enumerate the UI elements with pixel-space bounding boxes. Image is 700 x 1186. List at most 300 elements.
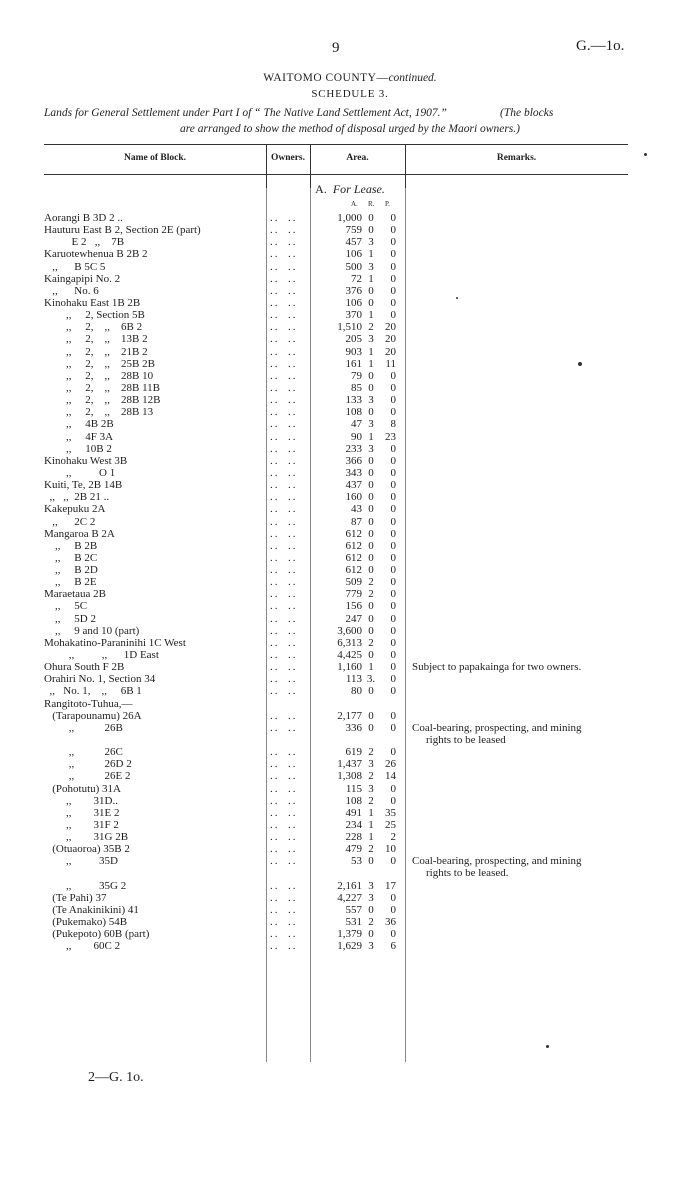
block-name: ,, 4B 2B: [44, 418, 114, 431]
table-row: [0, 892, 700, 904]
leader-dots: ..: [270, 212, 280, 224]
print-speck: [578, 362, 582, 366]
block-name: (Te Pahi) 37: [44, 891, 107, 904]
block-name: ,, 31E 2: [44, 806, 120, 819]
block-name: (Otuaoroa) 35B 2: [44, 843, 130, 856]
owners-leader-dots: ..: [288, 721, 298, 734]
block-name: ,, 26E 2: [44, 770, 131, 783]
area-acres: 160: [345, 491, 362, 504]
area-roods: 3.: [366, 673, 376, 686]
block-name: ,, 31G 2B: [44, 831, 129, 844]
leader-dots: ..: [270, 831, 280, 844]
table-row: [0, 273, 700, 285]
owners-leader-dots: ..: [288, 855, 298, 868]
area-acres: 161: [345, 357, 362, 370]
block-name: ,, ,, 1D East: [44, 649, 159, 662]
owners-leader-dots: ..: [288, 758, 298, 771]
table-row: [0, 698, 700, 710]
owners-leader-dots: ..: [288, 636, 298, 649]
leader-dots: ..: [270, 843, 280, 856]
area-acres: 2,177: [337, 709, 362, 722]
area-roods: 0: [368, 369, 374, 382]
area-perches: 0: [390, 564, 396, 577]
area-acres: 53: [351, 855, 362, 868]
section-label: For Lease.: [332, 182, 385, 196]
section-heading: [0, 182, 700, 197]
table-row: [0, 394, 700, 406]
leader-dots: ..: [270, 224, 280, 237]
area-roods: 0: [368, 709, 374, 722]
area-perches: 0: [390, 515, 396, 528]
block-name: E 2 ,, 7B: [44, 236, 125, 249]
area-perches: 0: [390, 309, 396, 322]
county-title-main: WAITOMO COUNTY—: [263, 72, 389, 84]
block-name: (Pukepoto) 60B (part): [44, 928, 150, 941]
owners-leader-dots: ..: [288, 430, 298, 443]
block-name: Kinohaku West 3B: [44, 454, 128, 467]
owners-leader-dots: ..: [288, 588, 298, 601]
owners-leader-dots: ..: [288, 709, 298, 722]
leader-dots: ..: [270, 333, 280, 346]
area-perches: 0: [390, 794, 396, 807]
caption-block-note: (The blocks: [500, 107, 554, 119]
area-roods: 3: [368, 418, 374, 431]
leader-dots: ..: [270, 770, 280, 783]
area-roods: 1: [368, 345, 374, 358]
table-row: [0, 261, 700, 273]
table-header-rule: [44, 174, 628, 175]
table-row: [0, 455, 700, 467]
county-title-continued: continued.: [388, 72, 437, 84]
owners-leader-dots: ..: [288, 394, 298, 407]
table-row: [0, 868, 700, 880]
owners-leader-dots: ..: [288, 212, 298, 224]
block-name: ,, 2, Section 5B: [44, 309, 145, 322]
leader-dots: ..: [270, 272, 280, 285]
block-name: ,, B 2D: [44, 564, 98, 577]
table-row: [0, 309, 700, 321]
table-row: [0, 588, 700, 600]
area-roods: 0: [368, 479, 374, 492]
block-name: ,, 26C: [44, 746, 123, 759]
area-perches: 26: [385, 758, 396, 771]
table-row: [0, 734, 700, 746]
block-name: Orahiri No. 1, Section 34: [44, 673, 156, 686]
print-speck: [546, 1045, 549, 1048]
area-acres: 612: [345, 551, 362, 564]
owners-leader-dots: ..: [288, 685, 298, 698]
leader-dots: ..: [270, 806, 280, 819]
owners-leader-dots: ..: [288, 746, 298, 759]
block-name: ,, B 2C: [44, 551, 98, 564]
area-acres: 457: [345, 236, 362, 249]
block-name: ,, 31D..: [44, 794, 118, 807]
print-speck: [644, 153, 647, 156]
leader-dots: ..: [270, 430, 280, 443]
owners-leader-dots: ..: [288, 260, 298, 273]
block-name: ,, 5C: [44, 600, 88, 613]
area-roods: 1: [368, 272, 374, 285]
owners-leader-dots: ..: [288, 843, 298, 856]
owners-leader-dots: ..: [288, 321, 298, 334]
leader-dots: ..: [270, 503, 280, 516]
leader-dots: ..: [270, 479, 280, 492]
block-name: ,, 2, ,, 21B 2: [44, 345, 148, 358]
block-name: Kuiti, Te, 2B 14B: [44, 479, 123, 492]
leader-dots: ..: [270, 721, 280, 734]
area-perches: 0: [390, 903, 396, 916]
table-row: [0, 843, 700, 855]
area-perches: 0: [390, 406, 396, 419]
table-row: [0, 248, 700, 260]
owners-leader-dots: ..: [288, 272, 298, 285]
area-acres: 87: [351, 515, 362, 528]
owners-leader-dots: ..: [288, 782, 298, 795]
column-header-remarks: Remarks.: [496, 153, 537, 163]
block-name: Rangitoto-Tuhua,—: [44, 697, 133, 710]
block-name: ,, 2, ,, 6B 2: [44, 321, 143, 334]
area-roods: 3: [368, 236, 374, 249]
area-acres: 6,313: [337, 636, 362, 649]
table-row: [0, 370, 700, 382]
block-name: (Pukemako) 54B: [44, 916, 128, 929]
area-perches: 0: [390, 685, 396, 698]
table-row: [0, 418, 700, 430]
area-roods: 2: [368, 321, 374, 334]
table-row: [0, 625, 700, 637]
area-acres: 491: [345, 806, 362, 819]
area-roods: 1: [368, 248, 374, 261]
block-name: Mohakatino-Paraninihi 1C West: [44, 636, 186, 649]
table-row: [0, 758, 700, 770]
table-row: [0, 721, 700, 746]
leader-dots: ..: [270, 491, 280, 504]
block-name: Ohura South F 2B: [44, 661, 125, 674]
table-row: [0, 685, 700, 697]
area-roods: 0: [368, 928, 374, 941]
area-roods: 0: [368, 454, 374, 467]
block-name: Kinohaku East 1B 2B: [44, 296, 141, 309]
area-perches: 25: [385, 819, 396, 831]
leader-dots: ..: [270, 940, 280, 953]
area-perches: 0: [390, 891, 396, 904]
table-top-rule: [44, 144, 628, 145]
remark-line-2: rights to be leased: [426, 733, 506, 746]
leader-dots: ..: [270, 782, 280, 795]
block-name: Aorangi B 3D 2 ..: [44, 212, 123, 224]
area-perches: 0: [390, 551, 396, 564]
county-title: [0, 72, 700, 84]
area-perches: 0: [390, 636, 396, 649]
area-roods: 0: [368, 224, 374, 237]
footer-reference: 2—G. 1o.: [88, 1070, 144, 1085]
area-perches: 0: [390, 673, 396, 686]
block-name: ,, 10B 2: [44, 442, 112, 455]
table-row: [0, 503, 700, 515]
block-name: ,, 2, ,, 28B 12B: [44, 394, 161, 407]
area-acres: 228: [345, 831, 362, 844]
area-acres: 113: [345, 673, 362, 686]
owners-leader-dots: ..: [288, 539, 298, 552]
block-name: ,, 35D: [44, 855, 118, 868]
owners-leader-dots: ..: [288, 515, 298, 528]
owners-leader-dots: ..: [288, 794, 298, 807]
table-row: [0, 333, 700, 345]
owners-leader-dots: ..: [288, 369, 298, 382]
leader-dots: ..: [270, 600, 280, 613]
owners-leader-dots: ..: [288, 673, 298, 686]
area-acres: 85: [351, 381, 362, 394]
leader-dots: ..: [270, 551, 280, 564]
area-acres: 759: [345, 224, 362, 237]
owners-leader-dots: ..: [288, 284, 298, 297]
table-row: [0, 904, 700, 916]
area-acres: 1,379: [337, 928, 362, 941]
area-roods: 0: [368, 296, 374, 309]
area-perches: 23: [385, 430, 396, 443]
leader-dots: ..: [270, 879, 280, 892]
block-name: ,, 60C 2: [44, 940, 121, 953]
leader-dots: ..: [270, 576, 280, 589]
area-acres: 156: [345, 600, 362, 613]
leader-dots: ..: [270, 649, 280, 662]
owners-leader-dots: ..: [288, 891, 298, 904]
row-remark: [412, 661, 581, 673]
area-roods: 2: [368, 588, 374, 601]
area-roods: 0: [368, 503, 374, 516]
remark-line-1: Coal-bearing, prospecting, and mining: [412, 855, 582, 868]
area-perches: 0: [390, 212, 396, 224]
area-roods: 0: [368, 903, 374, 916]
table-row: [0, 855, 700, 880]
leader-dots: ..: [270, 345, 280, 358]
area-acres: 90: [351, 430, 362, 443]
owners-leader-dots: ..: [288, 466, 298, 479]
area-roods: 2: [368, 636, 374, 649]
area-perches: 0: [390, 746, 396, 759]
area-roods: 2: [368, 770, 374, 783]
table-row: [0, 406, 700, 418]
area-acres: 612: [345, 564, 362, 577]
block-name: Hauturu East B 2, Section 2E (part): [44, 224, 201, 237]
area-perches: 0: [390, 709, 396, 722]
area-perches: 17: [385, 879, 396, 892]
area-perches: 0: [390, 224, 396, 237]
area-acres: 619: [345, 746, 362, 759]
area-roods: 1: [368, 806, 374, 819]
area-roods: 1: [368, 661, 374, 674]
leader-dots: ..: [270, 588, 280, 601]
table-row: [0, 795, 700, 807]
leader-dots: ..: [270, 236, 280, 249]
owners-leader-dots: ..: [288, 624, 298, 637]
owners-leader-dots: ..: [288, 503, 298, 516]
leader-dots: ..: [270, 260, 280, 273]
area-perches: 0: [390, 248, 396, 261]
owners-leader-dots: ..: [288, 224, 298, 237]
area-acres: 4,425: [337, 649, 362, 662]
unit-acres: A.: [351, 200, 358, 208]
area-roods: 0: [368, 649, 374, 662]
owners-leader-dots: ..: [288, 551, 298, 564]
section-prefix: A.: [315, 182, 327, 196]
owners-leader-dots: ..: [288, 770, 298, 783]
table-row: [0, 710, 700, 722]
area-acres: 612: [345, 527, 362, 540]
owners-leader-dots: ..: [288, 928, 298, 941]
owners-leader-dots: ..: [288, 442, 298, 455]
block-name: ,, B 2B: [44, 539, 98, 552]
area-acres: 479: [345, 843, 362, 856]
leader-dots: ..: [270, 296, 280, 309]
area-acres: 2,161: [337, 879, 362, 892]
owners-leader-dots: ..: [288, 940, 298, 953]
table-row: [0, 600, 700, 612]
leader-dots: ..: [270, 891, 280, 904]
leader-dots: ..: [270, 709, 280, 722]
area-perches: 0: [390, 394, 396, 407]
leader-dots: ..: [270, 381, 280, 394]
area-acres: 3,600: [337, 624, 362, 637]
block-name: ,, 2, ,, 28B 11B: [44, 381, 161, 394]
leader-dots: ..: [270, 454, 280, 467]
block-name: ,, 4F 3A: [44, 430, 114, 443]
area-acres: 106: [345, 248, 362, 261]
table-row: [0, 940, 700, 952]
owners-leader-dots: ..: [288, 649, 298, 662]
caption-line-1: Lands for General Settlement under Part I of “ The Native Land Settlement Act, 1907.”: [44, 107, 447, 119]
caption-line-2: are arranged to show the method of disposal urged by the Maori owners.): [180, 123, 520, 135]
block-name: (Pohotutu) 31A: [44, 782, 121, 795]
area-acres: 1,437: [337, 758, 362, 771]
leader-dots: ..: [270, 442, 280, 455]
area-perches: 0: [390, 236, 396, 249]
area-roods: 0: [368, 212, 374, 224]
leader-dots: ..: [270, 746, 280, 759]
area-roods: 0: [368, 855, 374, 868]
leader-dots: ..: [270, 916, 280, 929]
table-row: [0, 285, 700, 297]
area-roods: 2: [368, 746, 374, 759]
area-perches: 20: [385, 321, 396, 334]
block-name: ,, ,, 2B 21 ..: [44, 491, 110, 504]
print-speck: [456, 297, 458, 299]
table-row: [0, 916, 700, 928]
owners-leader-dots: ..: [288, 454, 298, 467]
owners-leader-dots: ..: [288, 248, 298, 261]
block-name: ,, 9 and 10 (part): [44, 624, 140, 637]
remark-line-1: Subject to papakainga for two owners.: [412, 661, 582, 674]
block-name: Maraetaua 2B: [44, 588, 106, 601]
area-roods: 1: [368, 309, 374, 322]
unit-roods: R.: [368, 200, 375, 208]
leader-dots: ..: [270, 903, 280, 916]
area-perches: 35: [385, 806, 396, 819]
block-name: ,, No. 1, ,, 6B 1: [44, 685, 142, 698]
area-perches: 0: [390, 479, 396, 492]
table-row: [0, 613, 700, 625]
area-acres: 343: [345, 466, 362, 479]
table-row: [0, 540, 700, 552]
area-acres: 1,510: [337, 321, 362, 334]
table-row: [0, 491, 700, 503]
table-row: [0, 880, 700, 892]
owners-leader-dots: ..: [288, 333, 298, 346]
block-name: ,, No. 6: [44, 284, 99, 297]
area-acres: 500: [345, 260, 362, 273]
area-perches: 0: [390, 612, 396, 625]
area-roods: 1: [368, 430, 374, 443]
area-acres: 376: [345, 284, 362, 297]
leader-dots: ..: [270, 794, 280, 807]
area-perches: 14: [385, 770, 396, 783]
leader-dots: ..: [270, 661, 280, 674]
area-roods: 3: [368, 442, 374, 455]
area-perches: 36: [385, 916, 396, 929]
area-acres: 106: [345, 296, 362, 309]
leader-dots: ..: [270, 248, 280, 261]
area-roods: 0: [368, 624, 374, 637]
owners-leader-dots: ..: [288, 479, 298, 492]
owners-leader-dots: ..: [288, 381, 298, 394]
owners-leader-dots: ..: [288, 406, 298, 419]
owners-leader-dots: ..: [288, 576, 298, 589]
leader-dots: ..: [270, 284, 280, 297]
schedule-label: SCHEDULE 3.: [311, 88, 389, 100]
leader-dots: ..: [270, 309, 280, 322]
area-perches: 0: [390, 928, 396, 941]
area-perches: 0: [390, 539, 396, 552]
table-row: [0, 467, 700, 479]
area-acres: 108: [345, 406, 362, 419]
block-name: (Tarapounamu) 26A: [44, 709, 142, 722]
table-row: [0, 528, 700, 540]
area-perches: 0: [390, 624, 396, 637]
area-perches: 0: [390, 661, 396, 674]
column-header-owners: Owners.: [270, 153, 306, 163]
leader-dots: ..: [270, 636, 280, 649]
area-acres: 234: [345, 819, 362, 831]
leader-dots: ..: [270, 394, 280, 407]
area-roods: 3: [368, 879, 374, 892]
area-perches: 0: [390, 491, 396, 504]
leader-dots: ..: [270, 758, 280, 771]
table-row: [0, 819, 700, 831]
leader-dots: ..: [270, 527, 280, 540]
owners-leader-dots: ..: [288, 831, 298, 844]
table-row: [0, 516, 700, 528]
area-roods: 3: [368, 782, 374, 795]
area-perches: 2: [390, 831, 396, 844]
area-acres: 79: [351, 369, 362, 382]
area-roods: 1: [368, 819, 374, 831]
area-roods: 2: [368, 843, 374, 856]
block-name: ,, 2, ,, 13B 2: [44, 333, 148, 346]
area-roods: 3: [368, 940, 374, 953]
area-roods: 3: [368, 891, 374, 904]
block-name: ,, B 5C 5: [44, 260, 106, 273]
owners-leader-dots: ..: [288, 357, 298, 370]
area-perches: 0: [390, 442, 396, 455]
leader-dots: ..: [270, 539, 280, 552]
table-row: [0, 637, 700, 649]
leader-dots: ..: [270, 673, 280, 686]
area-perches: 0: [390, 649, 396, 662]
area-acres: 366: [345, 454, 362, 467]
area-acres: 531: [345, 916, 362, 929]
area-perches: 10: [385, 843, 396, 856]
table-row: [0, 770, 700, 782]
